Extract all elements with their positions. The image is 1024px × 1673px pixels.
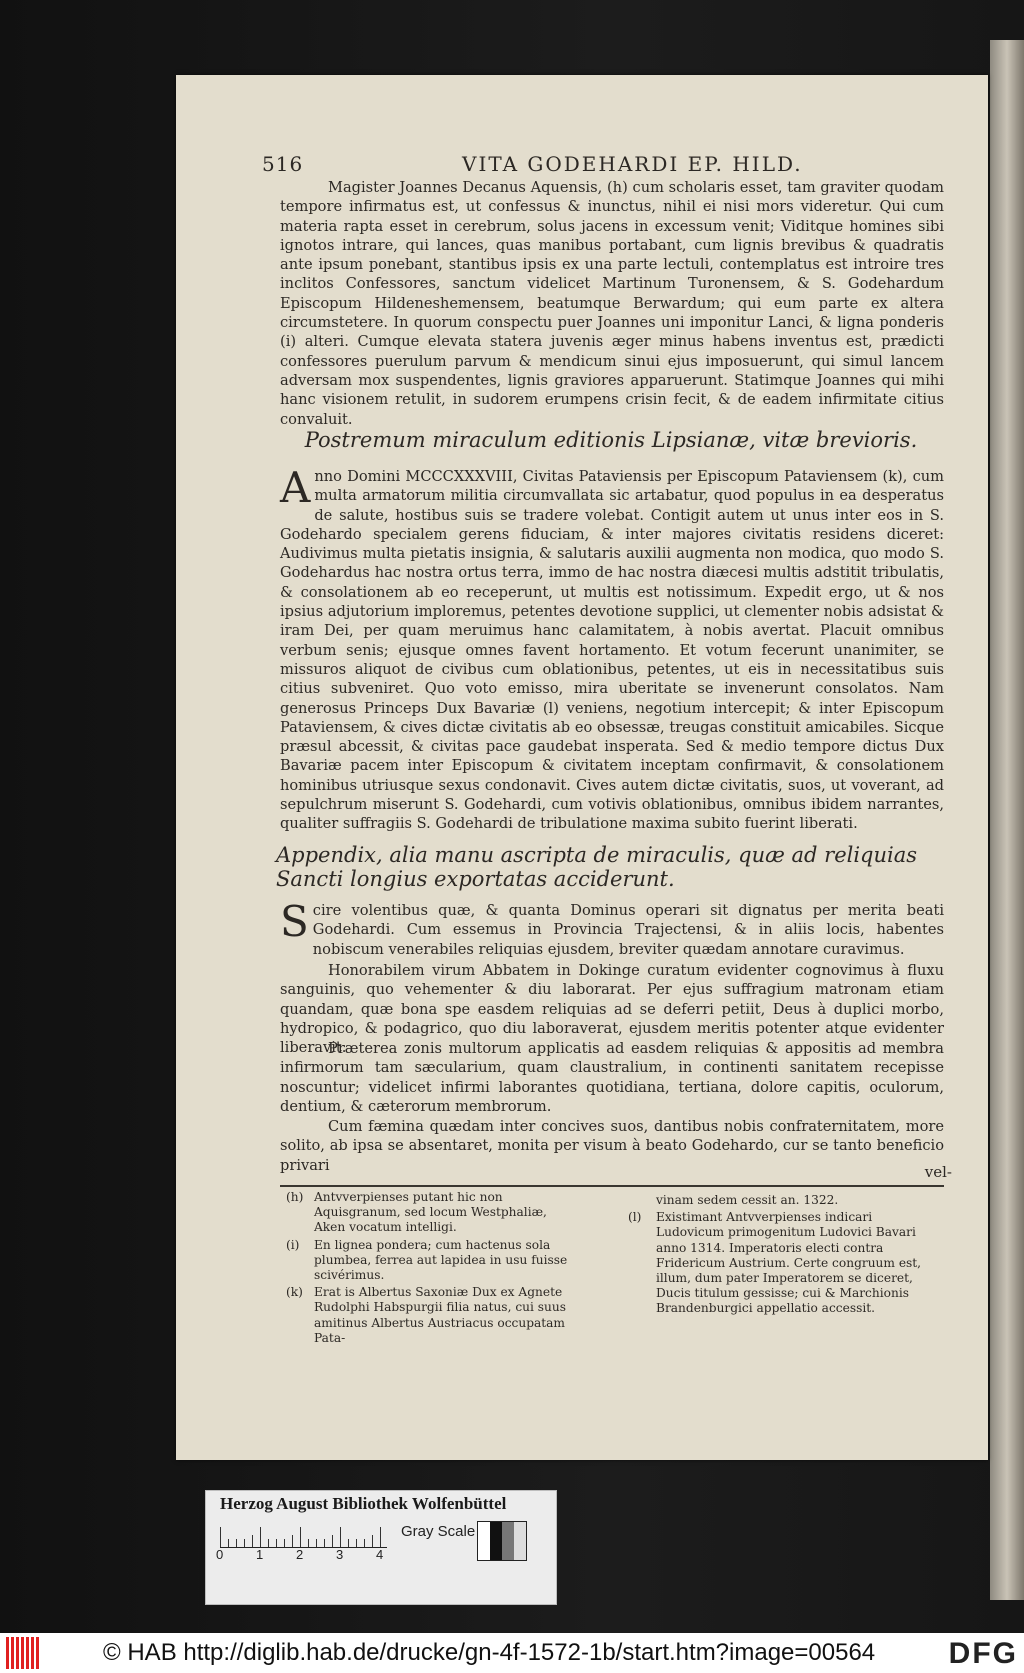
footnote-i: (i) En lignea pondera; cum hactenus sola plumbea, ferrea aut lapidea in usu fuisse scivérimus.: [286, 1237, 568, 1283]
footnotes-column-right: [628, 1193, 936, 1317]
dfg-logo: DFG: [948, 1637, 1018, 1670]
paragraph-5: Præterea zonis multorum applicatis ad easdem reliquias & appositis ad membra infirmorum tam sæcularium, quam claustralium, in continenti sanitatem recepisse noscuntur; videlicet infirmi laborantes quotidiana, tertiana, dolore capitis, oculorum, dentium, & cæterorum membrorum.: [280, 1040, 944, 1115]
running-head: VITA GODEHARDI EP. HILD.: [462, 152, 803, 176]
paragraph-6: Cum fæmina quædam inter concives suos, dantibus nobis confraternitatem, more solito, ab ipsa se absentaret, monita per visum à beato Godehardo, cur se tanto beneficio privari: [280, 1118, 944, 1174]
library-title: Herzog August Bibliothek Wolfenbüttel: [220, 1494, 507, 1513]
paragraph-3: Scire volentibus quæ, & quanta Dominus operari sit dignatus per merita beati Godehardi. Cum essemus in Provincia Trajectensi, & in aliis locis, habentes nobiscum venerabiles reliquias ejusdem, breviter quædam annotare curavimus.: [280, 897, 944, 958]
paragraph-1: Magister Joannes Decanus Aquensis, (h) cum scholaris esset, tam graviter quodam tempore infirmatus est, ut confessus & inunctus, nihil ei nisi mors videretur. Qui cum materia rapta esset in cerebrum, solus jacens in excessum venit; Viditque homines sibi ignotos intrare, qui lances, quas manibus portabant, cum lignis brevibus & quadratis ante ipsum ponebant, stantibus ipsis ex una parte lectuli, contemplatus est introire tres inclitos Confessores, sanctum videlicet Martinum Turonensem, & S. Godehardum Episcopum Hildeneshemensem, beatumque Berwardum; qui eum parte ex altera circumstetere. In quorum conspectu puer Joannes uni imponitur Lanci, & ligna ponderis (i) alteri. Cumque elevata statera juvenis æger minus habens inventus est, prædicti confessores puerulum parvum & mendicum sinui ejus imposuerunt, qui simul lancem adversam mox suspendentes, lignis graviores apparuerunt. Statimque Joannes qui mihi hanc visionem retulit, in sudorem erumpens crisin fecit, & de eadem infirmitate citius convaluit.: [280, 179, 944, 428]
paragraph-2: Anno Domini MCCCXXXVIII, Civitas Pataviensis per Episcopum Pataviensem (k), cum multa armatorum militia circumvallata sic artabatur, quod populus in ea desperatus de salute, hostibus suis se tradere volebat. Contigit autem ut unus inter eos in S. Godehardo specialem gerens fiduciam, & inter majores civitatis residens diceret: Audivimus multa pietatis insignia, & salutaris auxilii augmenta non modica, quo modo S. Godehardus hac nostra ortus terra, immo de hac nostra diæcesi multis adstitit tribulatis, & consolationem ab eo receperunt, ut multis est notissimum. Expedit ergo, ut & nos ipsius adjutorium imploremus, petentes devotione supplici, ut clementer nobis adsistat & iram Dei, per quam meruimus hanc calamitatem, à nobis avertat. Placuit omnibus verbum senis; ejusque omnes favent hortamento. Et votum fecerunt unanimiter, se missuros aliquot de civibus cum oblationibus, petentes, ut eis in necessitatibus suis citius subveniret. Quo voto emisso, mira uberitate se invenerunt consolatos. Nam generosus Princeps Dux Bavariæ (l) veniens, negotium intercepit; & inter Episcopum Pataviensem, & cives dictæ civitatis ab eo obsessæ, treugas constituit amicabiles. Sicque præsul abcessit, & civitas pace gaudebat insperata. Sed & medio tempore dictus Dux Bavariæ pacem inter Episcopum & civitatem inceptam confirmavit, & consolationem hominibus utriusque sexus condonavit. Cives autem dictæ civitatis, suos, ut voverant, ad sepulchrum miserunt S. Godehardi, cum votivis oblationibus, omnibus ibidem narrantes, qualiter suffragiis S. Godehardi de tribulatione maxima subito fuerint liberati.: [280, 463, 944, 833]
section-heading-2: Appendix, alia manu ascripta de miraculis, quæ ad reliquias Sancti longius exportatas acciderunt.: [276, 843, 918, 891]
footnote-h: (h) Antvverpienses putant hic non Aquisgranum, sed locum Westphaliæ, Aken vocatum intelligi.: [286, 1190, 547, 1235]
footnote-l: (l) Existimant Antvverpienses indicari Ludovicum primogenitum Ludovici Bavari anno 1314. Imperatoris electi contra Fridericum Austrium. Certe congruum est, illum, dum pater Imperatorem se diceret, Ducis titulum gessisse; cui & Marchionis Brandenburgici appellatio accessit.: [628, 1210, 922, 1316]
gray-scale-label: Gray Scale: [401, 1523, 476, 1540]
source-url[interactable]: © HAB http://diglib.hab.de/drucke/gn-4f-1572-1b/start.htm?image=00564: [103, 1639, 876, 1666]
footnote-k-continued: vinam sedem cessit an. 1322.: [656, 1193, 839, 1207]
adjacent-page-edge: [990, 40, 1024, 1600]
library-scale-card: Herzog August Bibliothek Wolfenbüttel 0 1 2 3 4 Gray Scale: [205, 1490, 557, 1605]
viewer-footer: [0, 1633, 1024, 1673]
footnote-rule: [280, 1185, 944, 1187]
hab-logo-icon: [6, 1637, 46, 1669]
page-header: [262, 152, 1012, 176]
gray-scale-swatch: [477, 1521, 527, 1561]
section-heading-1: Postremum miraculum editionis Lipsianæ, vitæ brevioris.: [304, 428, 918, 452]
page-number: 516: [262, 152, 304, 176]
book-page: [176, 75, 988, 1460]
measurement-ruler: [220, 1525, 387, 1548]
catchword: vel-: [924, 1163, 952, 1181]
footnotes-column-left: [286, 1190, 576, 1346]
paragraph-4: Honorabilem virum Abbatem in Dokinge curatum evidenter cognovimus à fluxu sanguinis, quo vehementer & diu laborarat. Per ejus suffragium matronam etiam quandam, quæ bona spe easdem reliquias ad se deferri petiit, Deus à duplici morbo, hydropico, & podagrico, quo diu laboraverat, ejusdem meritis potenter atque evidenter liberavit.: [280, 962, 944, 1057]
footnote-k: (k) Erat is Albertus Saxoniæ Dux ex Agnete Rudolphi Habspurgii filia natus, cui suus amitinus Albertus Austriacus occupatam Pata-: [286, 1285, 566, 1345]
